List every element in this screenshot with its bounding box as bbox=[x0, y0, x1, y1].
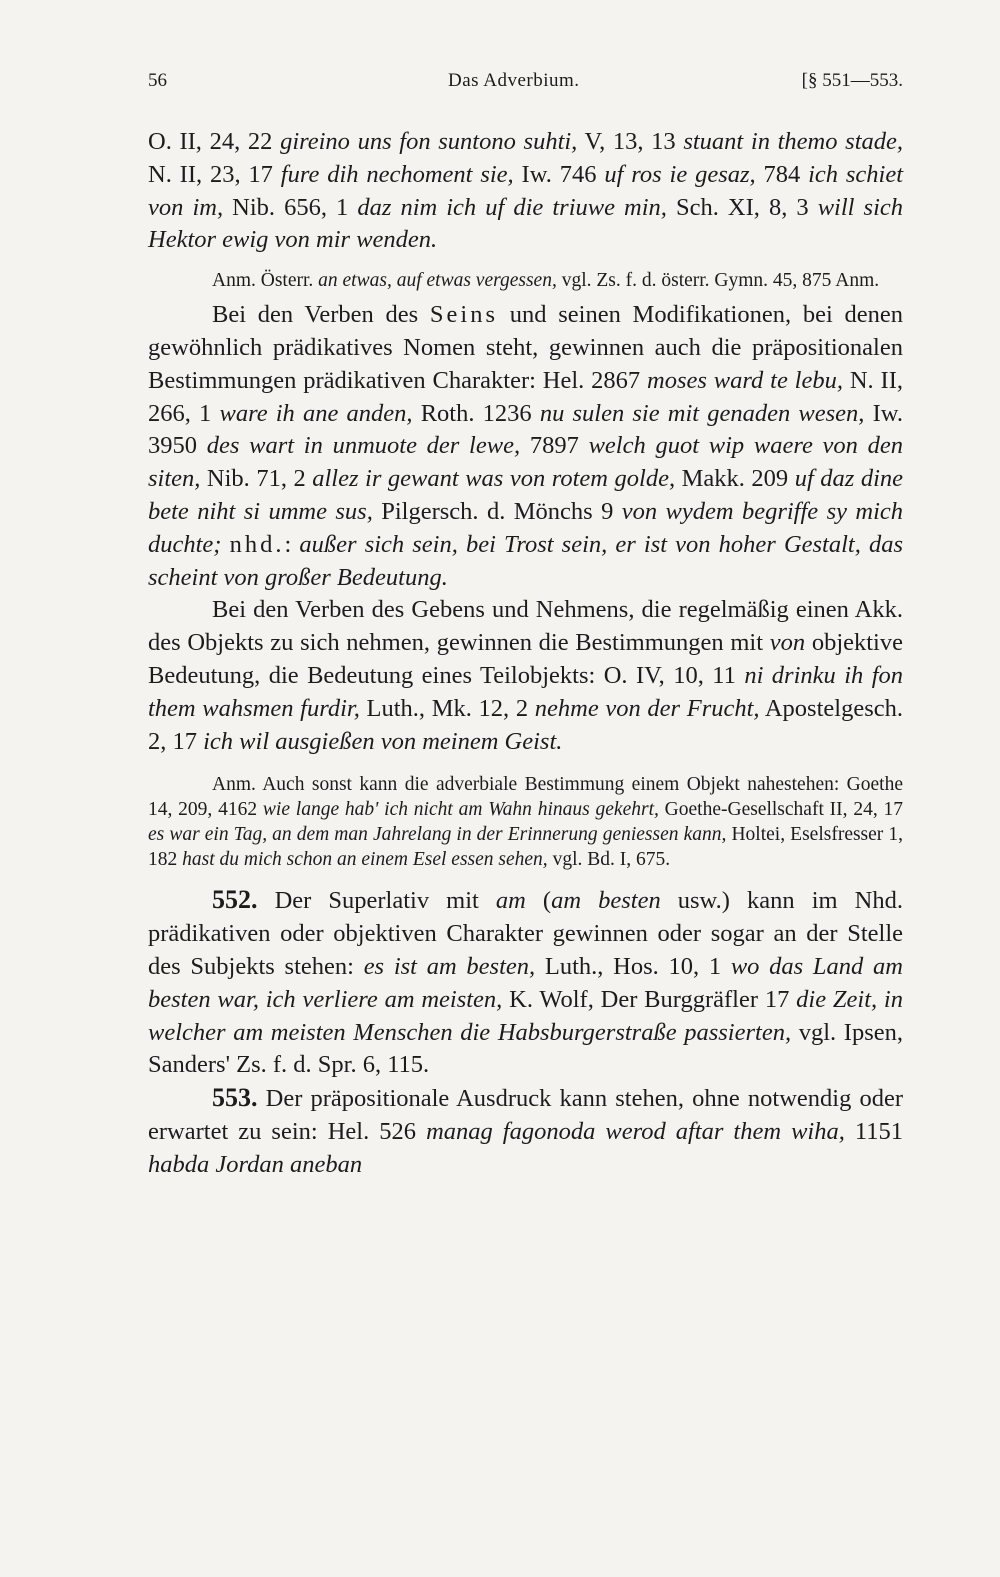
example: gireino uns fon suntono suhti, bbox=[280, 128, 578, 155]
text: K. Wolf, Der Burggräfler 17 bbox=[502, 985, 797, 1013]
text: Luth., Mk. 12, 2 bbox=[359, 694, 535, 722]
example: von wydem begriffe sy mich duchte; bbox=[148, 497, 904, 558]
example: es ist am besten, bbox=[363, 952, 536, 980]
text: N. II, 266, 1 bbox=[148, 366, 903, 427]
text: V, 13, 13 bbox=[577, 128, 684, 155]
section-number: 552. bbox=[212, 885, 258, 915]
text: Makk. 209 bbox=[675, 465, 795, 493]
example: welch guot wip waere von den siten, bbox=[148, 432, 904, 493]
example: des wart in unmuote der lewe, bbox=[206, 432, 521, 460]
text: Bei den Verben des bbox=[212, 301, 430, 329]
example: nu sulen sie mit genaden wesen, bbox=[539, 399, 865, 427]
section-range: [§ 551—553. bbox=[801, 70, 903, 91]
text: vgl. Zs. f. d. österr. Gymn. 45, 875 Anm. bbox=[556, 270, 880, 292]
example: habda Jordan aneban bbox=[148, 1150, 363, 1178]
example: fure dih nechoment sie, bbox=[280, 160, 514, 188]
text: 1151 bbox=[844, 1117, 903, 1145]
text: Der Superlativ mit bbox=[257, 887, 496, 915]
example: allez ir gewant was von rotem golde, bbox=[312, 465, 676, 493]
text: Nib. 656, 1 bbox=[223, 193, 358, 221]
paragraph-seins bbox=[148, 299, 903, 594]
example: am bbox=[495, 887, 526, 915]
example: ich wil ausgießen von meinem Geist. bbox=[203, 727, 563, 755]
text: : bbox=[284, 530, 300, 558]
section-number: 553. bbox=[212, 1083, 258, 1113]
example: uf daz dine bete niht si umme sus, bbox=[148, 465, 904, 525]
example: außer sich sein, bei Trost sein, er ist von hoher Gestalt, das scheint von großer Bedeutung. bbox=[148, 530, 904, 591]
example: an etwas, auf etwas vergessen, bbox=[318, 270, 557, 292]
text: Roth. 1236 bbox=[412, 399, 540, 427]
text: Der präpositionale Ausdruck kann stehen, ohne notwendig oder erwartet zu sein: Hel. 526 bbox=[148, 1085, 903, 1145]
text: Holtei, Eselsfresser 1, 182 bbox=[148, 824, 904, 871]
note-austrian bbox=[148, 268, 903, 293]
text: Anm. Österr. bbox=[212, 270, 319, 292]
example: wie lange hab' ich nicht am Wahn hinaus gekehrt, bbox=[262, 799, 659, 821]
running-header bbox=[148, 70, 903, 104]
text: vgl. Ipsen, Sanders' Zs. f. d. Spr. 6, 115. bbox=[148, 1018, 903, 1079]
example: uf ros ie gesaz, bbox=[604, 160, 756, 188]
example: es war ein Tag, an dem man Jahrelang in der Erinnerung geniessen kann, bbox=[148, 824, 727, 846]
text: und seinen Modifikationen, bei denen gewöhnlich prädikatives Nomen steht, gewinnen auch die präpositionalen Bestimmungen prädikativen Charakter: Hel. 2867 bbox=[148, 301, 903, 394]
example: am besten bbox=[551, 887, 661, 915]
example: von bbox=[769, 629, 806, 657]
example: will sich Hektor ewig von mir wenden. bbox=[148, 193, 904, 254]
example: die Zeit, in welcher am meisten Menschen die Habsburgerstraße passierten, bbox=[148, 985, 903, 1046]
section-552 bbox=[148, 884, 903, 1082]
paragraph-examples bbox=[148, 126, 903, 257]
page-number: 56 bbox=[148, 70, 167, 91]
section-553 bbox=[148, 1082, 903, 1181]
paragraph-gebens bbox=[148, 594, 903, 758]
text: objektive Bedeutung, die Bedeutung eines Teilobjekts: O. IV, 10, 11 bbox=[148, 629, 903, 689]
text: O. II, 24, 22 bbox=[148, 128, 281, 155]
text: Apostelgesch. 2, 17 bbox=[148, 694, 903, 755]
example: daz nim ich uf die triuwe min, bbox=[357, 193, 667, 221]
text: Luth., Hos. 10, 1 bbox=[535, 952, 731, 980]
text: Nib. 71, 2 bbox=[200, 465, 313, 493]
text: Iw. 746 bbox=[513, 160, 605, 188]
text: Iw. 3950 bbox=[148, 399, 903, 460]
text: vgl. Bd. I, 675. bbox=[547, 849, 671, 871]
example: moses ward te lebu, bbox=[647, 366, 843, 394]
page-body bbox=[148, 126, 903, 1182]
text: Bei den Verben des Gebens und Nehmens, die regelmäßig einen Akk. des Objekts zu sich nehmen, gewinnen die Bestimmungen mit bbox=[148, 596, 903, 657]
example: ni drinku ih fon them wahsmen furdir, bbox=[148, 661, 903, 722]
text: N. II, 23, 17 bbox=[148, 160, 281, 188]
example: stuant in themo stade, bbox=[683, 128, 904, 155]
example: nehme von der Frucht, bbox=[534, 694, 760, 722]
running-title: Das Adverbium. bbox=[448, 70, 580, 91]
text: 7897 bbox=[520, 432, 589, 460]
spaced-term: nhd. bbox=[229, 530, 285, 558]
spaced-term: Seins bbox=[429, 301, 499, 329]
example: manag fagonoda werod aftar them wiha, bbox=[426, 1117, 845, 1145]
text: 784 bbox=[755, 160, 809, 188]
note-objekt bbox=[148, 772, 903, 872]
text: Anm. Auch sonst kann die adverbiale Bestimmung einem Objekt nahestehen: Goethe 14, 209, 4162 bbox=[148, 774, 903, 821]
text: Goethe-Gesellschaft II, 24, 17 bbox=[658, 799, 904, 821]
example: wo das Land am besten war, ich verliere am meisten, bbox=[148, 952, 903, 1013]
text: Pilgersch. d. Mönchs 9 bbox=[372, 497, 622, 525]
text: ( bbox=[525, 887, 552, 915]
text: usw.) kann im Nhd. prädikativen oder objektiven Charakter gewinnen oder sogar an der Stelle des Subjekts stehen: bbox=[148, 887, 903, 980]
text: Sch. XI, 8, 3 bbox=[666, 193, 818, 221]
example: ich schiet von im, bbox=[148, 160, 904, 221]
example: hast du mich schon an einem Esel essen sehen, bbox=[182, 849, 548, 871]
example: ware ih ane anden, bbox=[219, 399, 413, 427]
